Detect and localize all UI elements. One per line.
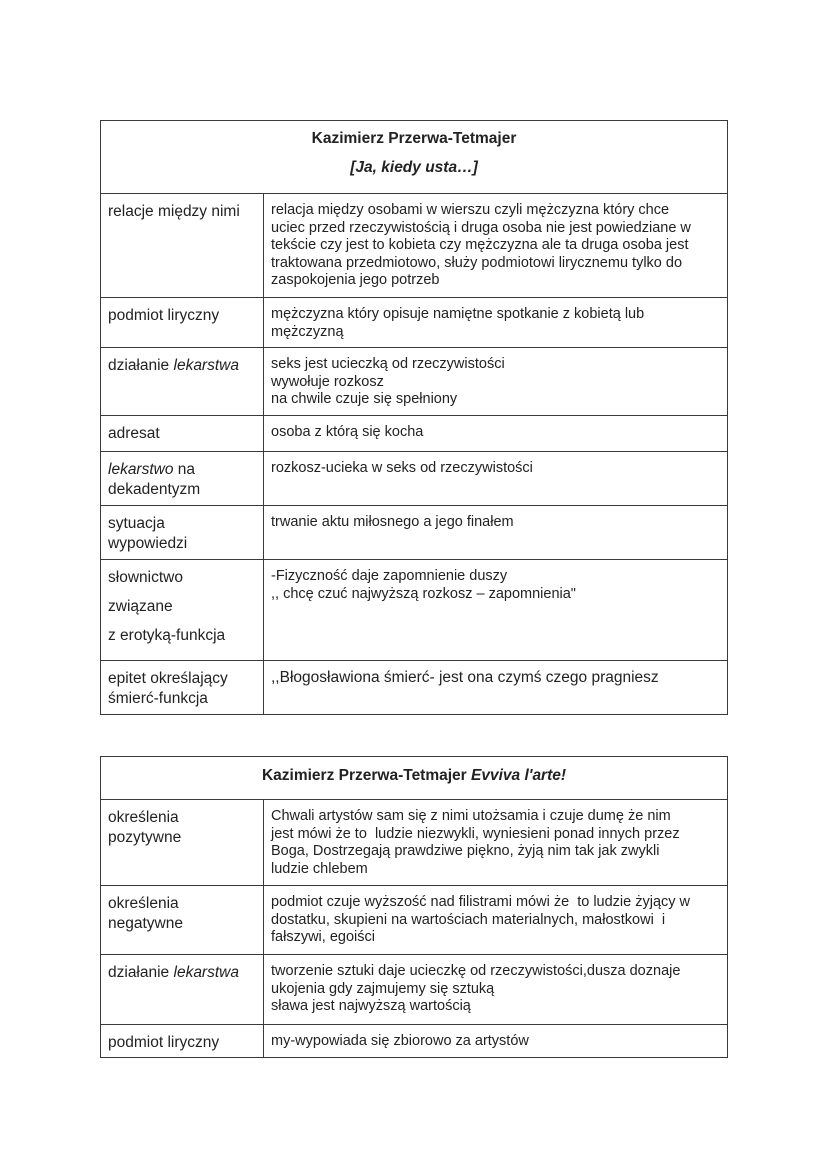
row-label: lekarstwo na dekadentyzm [101, 452, 264, 506]
row-value: rozkosz-ucieka w seks od rzeczywistości [264, 452, 728, 506]
row-value: mężczyzna który opisuje namiętne spotkanie z kobietą lub mężczyzną [264, 298, 728, 348]
table-row [101, 452, 728, 506]
row-label: adresat [101, 416, 264, 452]
table-row [101, 661, 728, 715]
row-value: osoba z którą się kocha [264, 416, 728, 452]
table-row [101, 955, 728, 1025]
row-label: określenia pozytywne [101, 800, 264, 886]
row-value: tworzenie sztuki daje ucieczkę od rzeczywistości,dusza doznaje ukojenia gdy zajmujemy się sztuką sława jest najwyższą wartością [264, 955, 728, 1025]
row-label: relacje między nimi [101, 194, 264, 298]
row-label: podmiot liryczny [101, 298, 264, 348]
row-value: -Fizyczność daje zapomnienie duszy ,, chcę czuć najwyższą rozkosz – zapomnienia" [264, 560, 728, 661]
row-value: podmiot czuje wyższość nad filistrami mówi że to ludzie żyjący w dostatku, skupieni na wartościach materialnych, małostkowi i fałszywi, egoiści [264, 886, 728, 955]
row-value: trwanie aktu miłosnego a jego finałem [264, 506, 728, 560]
table-row [101, 416, 728, 452]
row-label: działanie lekarstwa [101, 955, 264, 1025]
row-value: seks jest ucieczką od rzeczywistości wywołuje rozkosz na chwile czuje się spełniony [264, 348, 728, 416]
table-row [101, 886, 728, 955]
table-row [101, 560, 728, 661]
work-title: [Ja, kiedy usta…] [350, 159, 478, 176]
table-header-row [101, 757, 728, 800]
row-label: sytuacja wypowiedzi [101, 506, 264, 560]
row-value: relacja między osobami w wierszu czyli mężczyzna który chce uciec przed rzeczywistością i druga osoba nie jest powiedziane w tekście czy jest to kobieta czy mężczyzna ale ta druga osoba jest traktowana przedmiotowo, służy podmiotowi lirycznemu tylko do zaspokojenia jego potrzeb [264, 194, 728, 298]
author-title: Kazimierz Przerwa-Tetmajer [311, 130, 517, 147]
row-value: Chwali artystów sam się z nimi utożsamia i czuje dumę że nim jest mówi że to ludzie niezwykli, wyniesieni ponad innych przez Boga, Dostrzegają prawdziwe piękno, żyją nim tak jak zwykli ludzie chlebem [264, 800, 728, 886]
table-row [101, 1025, 728, 1058]
row-label: działanie lekarstwa [101, 348, 264, 416]
table-row [101, 194, 728, 298]
row-label: słownictwo związane z erotyką-funkcja [101, 560, 264, 661]
row-label: epitet określający śmierć-funkcja [101, 661, 264, 715]
table-row [101, 800, 728, 886]
table-header-row [101, 121, 728, 194]
table-row [101, 298, 728, 348]
table-evviva-larte [100, 756, 728, 1058]
author-title: Kazimierz Przerwa-Tetmajer [261, 767, 472, 784]
row-value: ,,Błogosławiona śmierć- jest ona czymś czego pragniesz [264, 661, 728, 715]
work-title: Evviva l'arte! [471, 767, 567, 784]
table-title-cell [101, 757, 728, 800]
table-row [101, 348, 728, 416]
row-label: podmiot liryczny [101, 1025, 264, 1058]
row-value: my-wypowiada się zbiorowo za artystów [264, 1025, 728, 1058]
table-ja-kiedy-usta [100, 120, 728, 715]
table-row [101, 506, 728, 560]
row-label: określenia negatywne [101, 886, 264, 955]
table-title-cell [101, 121, 728, 194]
